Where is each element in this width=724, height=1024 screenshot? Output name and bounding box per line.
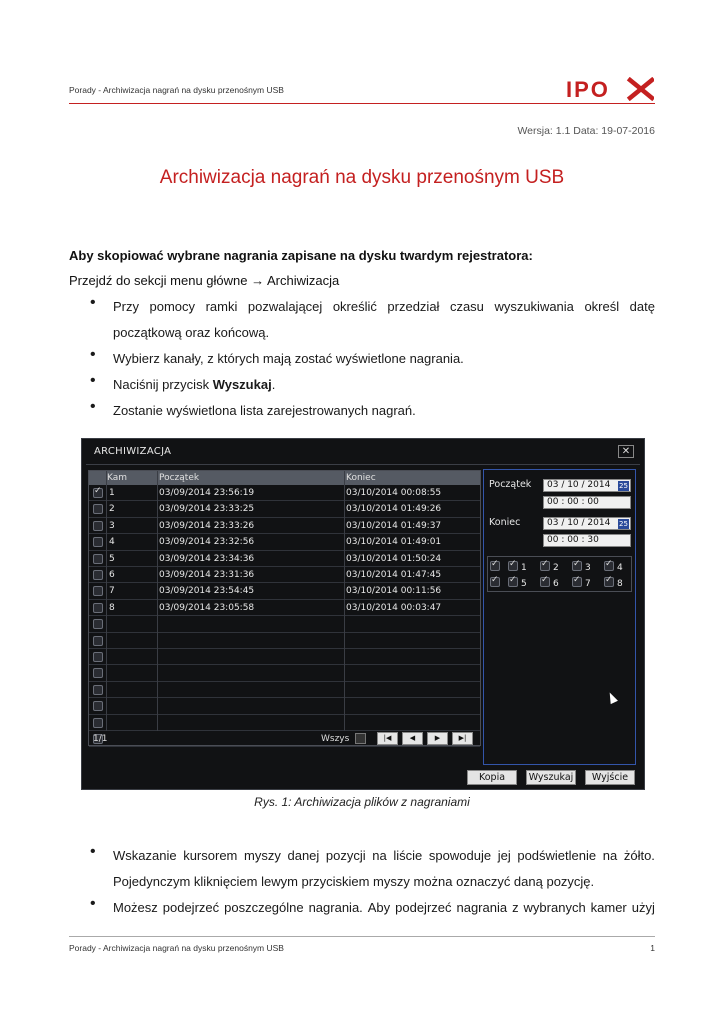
row-checkbox[interactable]	[93, 668, 103, 678]
word: na	[372, 848, 387, 863]
calendar-icon[interactable]: 25	[619, 482, 628, 490]
table-row[interactable]	[89, 600, 480, 616]
start-date-field[interactable]	[543, 479, 631, 492]
word: poszczególne	[224, 900, 304, 915]
last-page-button[interactable]: ▶|	[452, 732, 473, 745]
table-row[interactable]	[89, 616, 480, 632]
bullet-3-end: .	[271, 377, 276, 392]
row-checkbox[interactable]	[93, 570, 103, 580]
checkbox-icon	[508, 561, 518, 571]
cell-end: 03/10/2014 01:49:01	[346, 537, 442, 548]
word: użyj	[631, 900, 655, 915]
channel-6-checkbox[interactable]	[540, 576, 559, 589]
checkbox-icon	[604, 561, 614, 571]
row-checkbox[interactable]	[93, 718, 103, 728]
channel-row-checkbox[interactable]	[490, 576, 503, 589]
checkbox-icon	[490, 561, 500, 571]
search-button[interactable]: Wyszukaj	[526, 770, 576, 785]
end-label: Koniec	[489, 517, 521, 528]
checkbox-icon	[508, 577, 518, 587]
row-checkbox[interactable]	[93, 619, 103, 629]
table-row[interactable]	[89, 583, 480, 599]
cell-start: 03/09/2014 23:33:26	[159, 520, 255, 531]
cell-camera: 5	[109, 553, 115, 564]
word: spowoduje	[428, 848, 492, 863]
cell-start: 03/09/2014 23:33:25	[159, 504, 255, 515]
prev-page-button[interactable]: ◀	[402, 732, 423, 745]
cell-end: 03/10/2014 00:08:55	[346, 488, 442, 498]
cell-camera: 1	[109, 488, 115, 498]
table-row[interactable]	[89, 682, 480, 698]
end-time-field[interactable]: 00 : 00 : 30	[543, 534, 631, 547]
page-indicator: 1/1	[93, 734, 108, 744]
row-checkbox[interactable]	[93, 521, 103, 531]
table-row[interactable]	[89, 551, 480, 567]
word: jej	[497, 848, 511, 863]
word: na	[602, 848, 618, 863]
page-number: 1	[650, 943, 655, 953]
intro-line: Przejdź do sekcji menu główne → Archiwizacja	[69, 273, 340, 288]
cell-end: 03/10/2014 01:47:45	[346, 570, 442, 580]
cell-start: 03/09/2014 23:56:19	[159, 488, 255, 498]
channel-label: 2	[553, 563, 559, 573]
table-row[interactable]	[89, 649, 480, 665]
bullet-2: Wybierz kanały, z których mają zostać wyświetlone nagrania.	[113, 351, 464, 366]
channel-label: 7	[585, 579, 591, 589]
ipox-logo	[566, 77, 654, 101]
word: żółto.	[623, 848, 655, 863]
select-all-checkbox[interactable]	[355, 733, 366, 744]
start-time-field[interactable]: 00 : 00 : 00	[543, 496, 631, 509]
row-checkbox[interactable]	[93, 554, 103, 564]
checkbox-icon	[540, 561, 550, 571]
bullet-5	[113, 843, 655, 895]
start-label: Początek	[489, 479, 532, 490]
calendar-icon[interactable]: 25	[619, 520, 628, 528]
row-checkbox[interactable]	[93, 488, 103, 498]
cell-camera: 2	[109, 504, 115, 515]
checkbox-icon	[572, 577, 582, 587]
select-all-label: Wszys	[321, 734, 350, 744]
cell-camera: 3	[109, 520, 115, 531]
word: pozwalającej	[247, 299, 323, 314]
footer-text: Porady - Archiwizacja nagrań na dysku przenośnym USB	[69, 943, 284, 953]
word: określ	[584, 299, 620, 314]
svg-text:IPO: IPO	[566, 77, 610, 101]
cell-start: 03/09/2014 23:32:56	[159, 537, 255, 548]
word: liście	[393, 848, 423, 863]
checkbox-icon	[604, 577, 614, 587]
bullet-3-text: Naciśnij przycisk	[113, 377, 213, 392]
next-page-button[interactable]: ▶	[427, 732, 448, 745]
copy-button[interactable]: Kopia	[467, 770, 517, 785]
channel-label: 6	[553, 579, 559, 589]
bullet-5-line-2: Pojedynczym kliknięciem lewym przyciskiem myszy można oznaczyć daną pozycję.	[113, 874, 595, 889]
word: określić	[332, 299, 377, 314]
footer-divider	[69, 936, 655, 937]
table-row[interactable]	[89, 534, 480, 550]
word: datę	[629, 299, 655, 314]
word: nagrania.	[308, 900, 363, 915]
table-header	[89, 471, 480, 485]
word: pozycji	[325, 848, 366, 863]
table-row[interactable]	[89, 485, 480, 501]
cell-start: 03/09/2014 23:05:58	[159, 602, 255, 613]
column-header-cam: Kam	[107, 473, 128, 483]
word: Aby	[367, 900, 391, 915]
bullet-5-line-1	[113, 843, 655, 869]
title-divider	[86, 464, 640, 465]
cell-camera: 4	[109, 537, 115, 548]
cell-end: 03/10/2014 01:50:24	[346, 553, 442, 564]
table-row[interactable]	[89, 665, 480, 681]
bullet-6-line-1	[113, 895, 655, 921]
row-checkbox[interactable]	[93, 701, 103, 711]
word: Możesz	[113, 900, 158, 915]
word: czasu	[449, 299, 484, 314]
row-checkbox[interactable]	[93, 652, 103, 662]
bullet-4: Zostanie wyświetlona lista zarejestrowanych nagrań.	[113, 403, 416, 418]
cell-camera: 8	[109, 602, 115, 613]
channel-8-checkbox[interactable]	[604, 576, 623, 589]
header-text: Porady - Archiwizacja nagrań na dysku przenośnym USB	[69, 85, 284, 95]
bullet-6	[113, 895, 655, 921]
table-footer	[89, 732, 480, 746]
channel-3-checkbox[interactable]	[572, 560, 591, 573]
checkbox-icon	[490, 577, 500, 587]
channel-all-checkbox[interactable]	[490, 560, 503, 573]
word: kamer	[590, 900, 627, 915]
window-title: ARCHIWIZACJA	[94, 446, 172, 457]
word: pomocy	[149, 299, 196, 314]
channel-label: 8	[617, 579, 623, 589]
cell-camera: 6	[109, 570, 115, 580]
word: myszy	[244, 848, 281, 863]
row-checkbox[interactable]	[93, 586, 103, 596]
exit-button[interactable]: Wyjście	[585, 770, 635, 785]
recordings-table	[88, 470, 481, 746]
column-divider	[157, 471, 158, 731]
bullet-1	[113, 294, 655, 346]
row-checkbox[interactable]	[93, 685, 103, 695]
word: przedział	[387, 299, 440, 314]
mouse-cursor-icon	[606, 691, 618, 704]
first-page-button[interactable]: |◀	[377, 732, 398, 745]
cell-end: 03/10/2014 00:03:47	[346, 602, 442, 613]
figure-caption: Rys. 1: Archiwizacja plików z nagraniami	[254, 795, 470, 809]
start-date-value: 03 / 10 / 2014	[547, 480, 611, 490]
row-checkbox[interactable]	[93, 537, 103, 547]
checkbox-icon	[572, 561, 582, 571]
table-row[interactable]	[89, 698, 480, 714]
channel-label: 3	[585, 563, 591, 573]
word: z	[512, 900, 519, 915]
channel-selector	[487, 556, 632, 592]
header-divider	[69, 103, 655, 104]
cell-end: 03/10/2014 00:11:56	[346, 586, 442, 597]
bullet-mark: •	[90, 346, 96, 363]
channel-label: 1	[521, 563, 527, 573]
row-checkbox[interactable]	[93, 636, 103, 646]
table-row[interactable]	[89, 501, 480, 517]
channel-label: 4	[617, 563, 623, 573]
column-header-end: Koniec	[346, 473, 376, 483]
word: danej	[287, 848, 320, 863]
bullet-3-bold: Wyszukaj	[212, 377, 272, 392]
row-checkbox[interactable]	[93, 603, 103, 613]
end-date-field[interactable]	[543, 517, 631, 530]
word: podświetlenie	[517, 848, 597, 863]
cell-camera: 7	[109, 586, 115, 597]
word: Przy	[113, 299, 139, 314]
cell-end: 03/10/2014 01:49:26	[346, 504, 442, 515]
column-divider	[344, 471, 345, 731]
table-row[interactable]	[89, 567, 480, 583]
end-date-value: 03 / 10 / 2014	[547, 518, 611, 528]
column-divider	[106, 471, 107, 731]
row-checkbox[interactable]	[93, 504, 103, 514]
bullet-3	[113, 372, 655, 398]
channel-2-checkbox[interactable]	[540, 560, 559, 573]
checkbox-icon	[540, 577, 550, 587]
version-info: Wersja: 1.1 Data: 19-07-2016	[517, 125, 655, 137]
word: ramki	[205, 299, 238, 314]
channel-7-checkbox[interactable]	[572, 576, 591, 589]
bullet-1-line-2: początkową oraz końcową.	[113, 325, 270, 340]
archive-window	[81, 438, 645, 790]
cell-start: 03/09/2014 23:31:36	[159, 570, 255, 580]
bullet-1-line-1	[113, 294, 655, 320]
bullet-mark: •	[90, 398, 96, 415]
page-title: Archiwizacja nagrań na dysku przenośnym USB	[159, 167, 565, 188]
cell-start: 03/09/2014 23:34:36	[159, 553, 255, 564]
table-row[interactable]	[89, 518, 480, 534]
bullet-mark: •	[90, 372, 96, 389]
cell-start: 03/09/2014 23:54:45	[159, 586, 255, 597]
word: kursorem	[183, 848, 238, 863]
word: Wskazanie	[113, 848, 177, 863]
close-icon[interactable]: ✕	[618, 445, 634, 458]
table-row[interactable]	[89, 633, 480, 649]
word: wybranych	[523, 900, 586, 915]
cell-end: 03/10/2014 01:49:37	[346, 520, 442, 531]
word: podejrzeć	[162, 900, 220, 915]
bullet-mark: •	[90, 294, 96, 311]
word: nagrania	[456, 900, 508, 915]
word: podejrzeć	[395, 900, 452, 915]
channel-4-checkbox[interactable]	[604, 560, 623, 573]
column-header-start: Początek	[159, 473, 200, 483]
channel-5-checkbox[interactable]	[508, 576, 527, 589]
search-panel	[483, 469, 636, 765]
bullet-mark: •	[90, 895, 96, 912]
word: wyszukiwania	[494, 299, 574, 314]
channel-label: 5	[521, 579, 527, 589]
table-row[interactable]	[89, 715, 480, 731]
channel-1-checkbox[interactable]	[508, 560, 527, 573]
bullet-mark: •	[90, 843, 96, 860]
intro-heading: Aby skopiować wybrane nagrania zapisane na dysku twardym rejestratora:	[69, 248, 533, 263]
